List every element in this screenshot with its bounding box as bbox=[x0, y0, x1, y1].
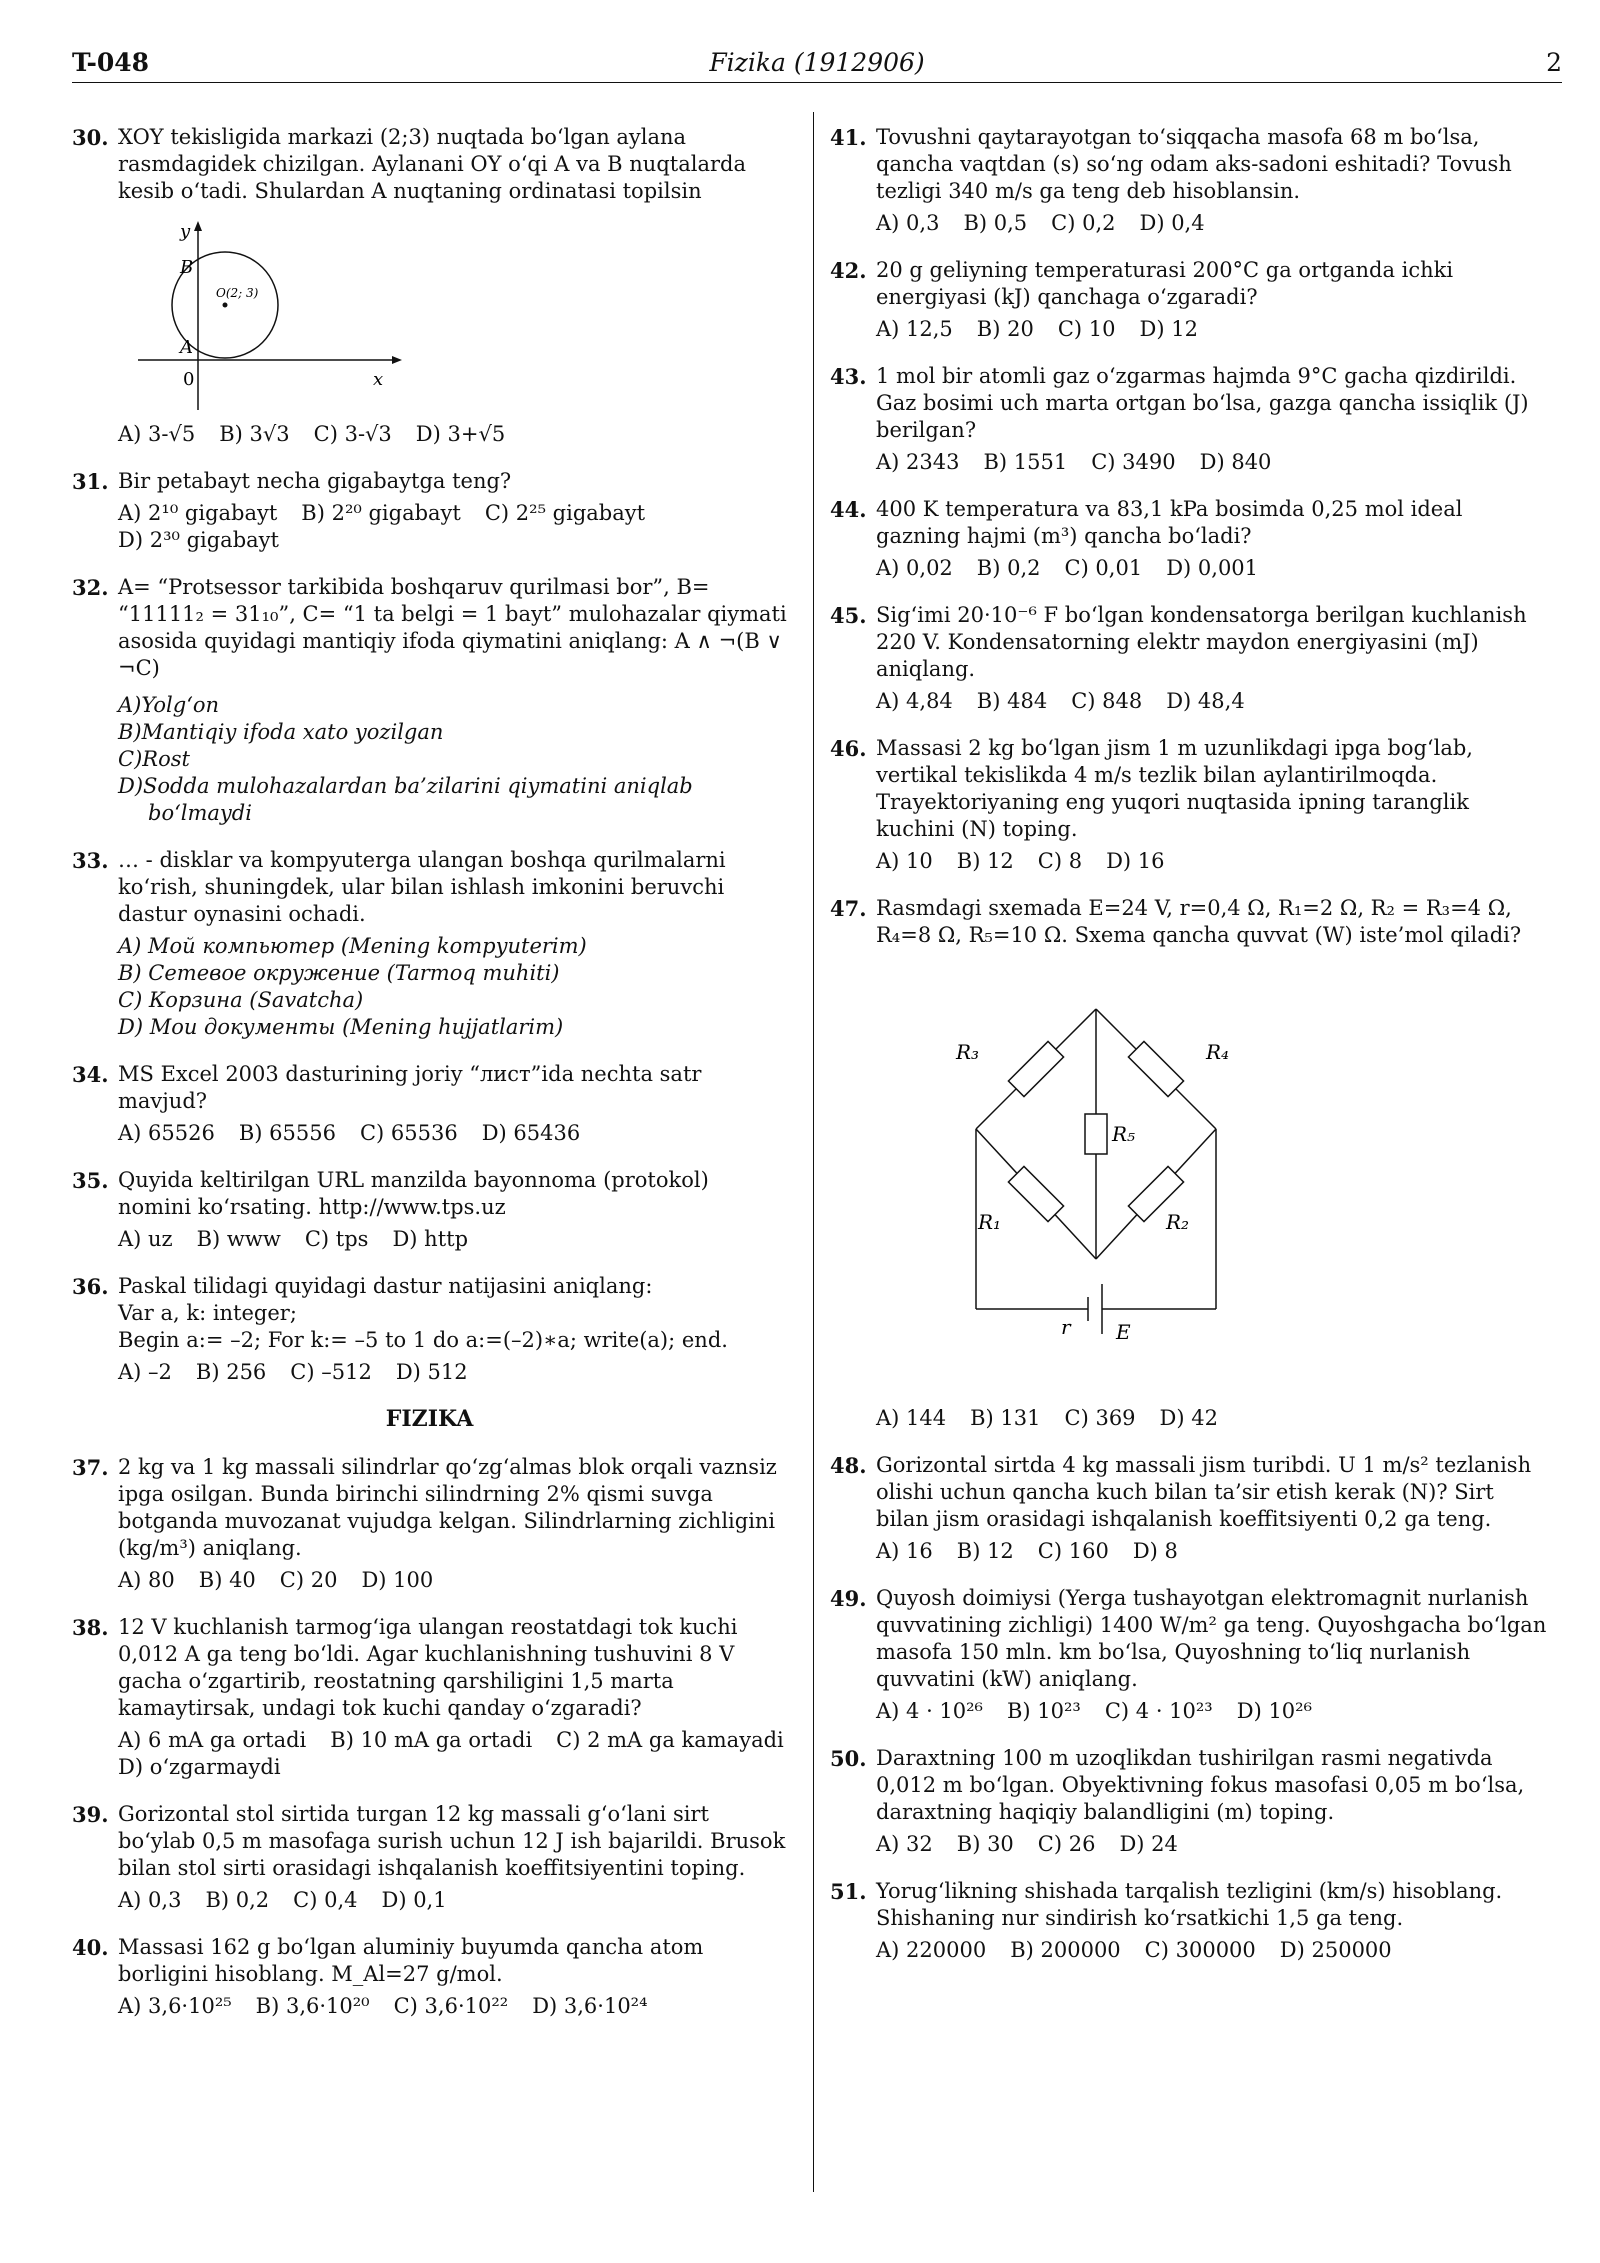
option-c: C) 8 bbox=[1037, 849, 1083, 873]
question-number: 39. bbox=[72, 1802, 109, 1827]
option-b: B) 40 bbox=[198, 1568, 256, 1592]
code-line: Var a, k: integer; bbox=[118, 1301, 297, 1325]
question-text: MS Excel 2003 dasturining joriy “лист”ida nechta satr mavjud? bbox=[118, 1062, 702, 1113]
option-b: B)Mantiqiy ifoda xato yozilgan bbox=[118, 720, 444, 744]
option-c: C) 369 bbox=[1064, 1406, 1136, 1430]
option-c: C) 20 bbox=[279, 1568, 338, 1592]
question-number: 40. bbox=[72, 1935, 109, 1960]
origin-label: 0 bbox=[183, 369, 195, 390]
label-r4: R₄ bbox=[1206, 1040, 1230, 1064]
option-d: D) 48,4 bbox=[1166, 689, 1245, 713]
resistor-r3 bbox=[1008, 1041, 1063, 1096]
x-axis-label: x bbox=[373, 369, 384, 390]
option-d: D) 24 bbox=[1119, 1832, 1178, 1856]
answer-options bbox=[876, 449, 1550, 476]
answer-options bbox=[876, 1405, 1550, 1432]
question-number: 41. bbox=[830, 125, 867, 150]
left-column bbox=[72, 124, 787, 2040]
option-a: A) 144 bbox=[876, 1406, 947, 1430]
label-r5: R₅ bbox=[1112, 1122, 1136, 1146]
option-b: B) 10 mA ga ortadi bbox=[330, 1728, 533, 1752]
resistor-r4 bbox=[1128, 1041, 1183, 1096]
option-d: D) 250000 bbox=[1279, 1938, 1392, 1962]
question-33 bbox=[72, 847, 787, 1041]
label-r1: R₁ bbox=[978, 1210, 1002, 1234]
question-34 bbox=[72, 1061, 787, 1147]
answer-options bbox=[118, 1887, 787, 1914]
answer-options bbox=[118, 1226, 787, 1253]
option-c: C) 0,01 bbox=[1064, 556, 1143, 580]
question-30 bbox=[72, 124, 787, 448]
question-48 bbox=[830, 1452, 1550, 1565]
question-text: Bir petabayt necha gigabaytga teng? bbox=[118, 469, 512, 493]
test-code: T-048 bbox=[72, 48, 150, 77]
circle-figure bbox=[118, 215, 418, 415]
option-d: D) 10²⁶ bbox=[1236, 1699, 1312, 1723]
question-number: 33. bbox=[72, 848, 109, 873]
question-number: 38. bbox=[72, 1615, 109, 1640]
label-r2: R₂ bbox=[1166, 1210, 1190, 1234]
question-31 bbox=[72, 468, 787, 554]
option-d: D) o‘zgarmaydi bbox=[118, 1755, 281, 1779]
option-c: C) 0,2 bbox=[1051, 211, 1116, 235]
option-c: C) –512 bbox=[290, 1360, 372, 1384]
page-header bbox=[72, 44, 1562, 83]
option-a: A) 16 bbox=[876, 1539, 933, 1563]
question-number: 48. bbox=[830, 1453, 867, 1478]
question-text: Paskal tilidagi quyidagi dastur natijasini aniqlang: bbox=[118, 1274, 653, 1298]
question-text: 20 g geliyning temperaturasi 200°C ga ortganda ichki energiyasi (kJ) qanchaga o‘zgaradi? bbox=[876, 258, 1454, 309]
question-number: 31. bbox=[72, 469, 109, 494]
code-line: Begin a:= –2; For k:= –5 to 1 do a:=(–2)∗a; write(a); end. bbox=[118, 1328, 728, 1352]
resistor-r1 bbox=[1008, 1166, 1063, 1221]
y-axis-label: y bbox=[180, 221, 191, 242]
option-c: C) 0,4 bbox=[293, 1888, 358, 1912]
option-d: D) 512 bbox=[395, 1360, 468, 1384]
answer-options bbox=[118, 421, 787, 448]
option-b: B) 10²³ bbox=[1006, 1699, 1081, 1723]
answer-options bbox=[118, 1567, 787, 1594]
option-b: B) 0,5 bbox=[963, 211, 1028, 235]
option-a: A)Yolg‘on bbox=[118, 693, 220, 717]
option-b: B) Сетевое окружение (Tarmoq muhiti) bbox=[118, 961, 560, 985]
option-d: D) 3+√5 bbox=[415, 422, 506, 446]
question-45 bbox=[830, 602, 1550, 715]
question-43 bbox=[830, 363, 1550, 476]
option-b: B) 2²⁰ gigabayt bbox=[301, 501, 461, 525]
option-d: D) 100 bbox=[361, 1568, 434, 1592]
question-number: 43. bbox=[830, 364, 867, 389]
question-number: 32. bbox=[72, 575, 109, 600]
option-a: A) uz bbox=[118, 1227, 173, 1251]
right-column bbox=[830, 124, 1550, 1984]
option-b: B) 3,6·10²⁰ bbox=[255, 1994, 370, 2018]
question-50 bbox=[830, 1745, 1550, 1858]
option-b: B) 200000 bbox=[1010, 1938, 1121, 1962]
option-d: D) 8 bbox=[1132, 1539, 1178, 1563]
option-a: A) 2¹⁰ gigabayt bbox=[118, 501, 278, 525]
question-text: Tovushni qaytarayotgan to‘siqqacha masofa 68 m bo‘lsa, qancha vaqtdan (s) so‘ng odam aks-sadoni eshitadi? Tovush tezligi 340 m/s ga teng deb hisoblansin. bbox=[876, 125, 1512, 203]
option-c: C) 300000 bbox=[1144, 1938, 1256, 1962]
question-number: 36. bbox=[72, 1274, 109, 1299]
answer-options bbox=[876, 316, 1550, 343]
option-c: C) 65536 bbox=[359, 1121, 458, 1145]
label-r: r bbox=[1061, 1315, 1071, 1339]
answer-options bbox=[876, 1698, 1550, 1725]
question-text: 12 V kuchlanish tarmog‘iga ulangan reostatdagi tok kuchi 0,012 A ga teng bo‘ldi. Agar kuchlanishning tushuvini 8 V gacha o‘zgartirib, reostatning qarshiligini 1,5 marta kamaytirsak, undagi tok kuchi qanday o‘zgaradi? bbox=[118, 1615, 738, 1720]
option-a: A) 0,3 bbox=[876, 211, 940, 235]
option-d: D) 12 bbox=[1139, 317, 1198, 341]
question-44 bbox=[830, 496, 1550, 582]
option-c: C) 3,6·10²² bbox=[393, 1994, 509, 2018]
option-a: A) 0,02 bbox=[876, 556, 953, 580]
circuit-diagram bbox=[896, 979, 1456, 1399]
question-number: 49. bbox=[830, 1586, 867, 1611]
question-number: 45. bbox=[830, 603, 867, 628]
option-a: A) 0,3 bbox=[118, 1888, 182, 1912]
question-49 bbox=[830, 1585, 1550, 1725]
question-text: Quyida keltirilgan URL manzilda bayonnoma (protokol) nomini ko‘rsating. http://www.tps.uz bbox=[118, 1168, 709, 1219]
x-axis-arrow bbox=[392, 356, 402, 364]
option-d: D) 2³⁰ gigabayt bbox=[118, 528, 279, 552]
option-b: B) 256 bbox=[195, 1360, 267, 1384]
center-point bbox=[223, 303, 228, 308]
question-text: Gorizontal stol sirtida turgan 12 kg massali g‘o‘lani sirt bo‘ylab 0,5 m masofaga surish uchun 12 J ish bajarildi. Brusok bilan stol sirti orasidagi ishqalanish koeffitsiyentini toping. bbox=[118, 1802, 786, 1880]
answer-options bbox=[876, 1538, 1550, 1565]
question-number: 34. bbox=[72, 1062, 109, 1087]
answer-options bbox=[876, 1831, 1550, 1858]
question-text: Gorizontal sirtda 4 kg massali jism turibdi. U 1 m/s² tezlanish olishi uchun qancha kuch bilan ta’sir etish kerak (N)? Sirt bilan jism orasidagi ishqalanish koeffitsiyenti 0,2 ga teng. bbox=[876, 1453, 1532, 1531]
answer-options bbox=[876, 848, 1550, 875]
option-d: D) 0,1 bbox=[381, 1888, 447, 1912]
answer-options bbox=[876, 688, 1550, 715]
question-number: 46. bbox=[830, 736, 867, 761]
question-47 bbox=[830, 895, 1550, 1432]
question-36 bbox=[72, 1273, 787, 1386]
option-d: D) Мои документы (Mening hujjatlarim) bbox=[118, 1015, 564, 1039]
question-text: … - disklar va kompyuterga ulangan boshqa qurilmalarni ko‘rish, shuningdek, ular bilan ishlash imkonini beruvchi dastur oynasini ochadi. bbox=[118, 848, 726, 926]
question-38 bbox=[72, 1614, 787, 1781]
answer-options bbox=[876, 1937, 1550, 1964]
question-35 bbox=[72, 1167, 787, 1253]
option-c: C) tps bbox=[304, 1227, 369, 1251]
question-number: 50. bbox=[830, 1746, 867, 1771]
question-text: Rasmdagi sxemada E=24 V, r=0,4 Ω, R₁=2 Ω, R₂ = R₃=4 Ω, R₄=8 Ω, R₅=10 Ω. Sxema qancha quvvat (W) iste’mol qiladi? bbox=[876, 896, 1522, 947]
option-b: B) 12 bbox=[956, 1539, 1014, 1563]
question-41 bbox=[830, 124, 1550, 237]
question-number: 30. bbox=[72, 125, 109, 150]
question-42 bbox=[830, 257, 1550, 343]
answer-options bbox=[118, 933, 787, 1041]
answer-options bbox=[118, 692, 787, 827]
option-a: A) 3,6·10²⁵ bbox=[118, 1994, 232, 2018]
question-32 bbox=[72, 574, 787, 827]
option-b: B) 3√3 bbox=[219, 422, 290, 446]
option-b: B) 30 bbox=[956, 1832, 1014, 1856]
option-d: D) 0,001 bbox=[1166, 556, 1259, 580]
y-axis-arrow bbox=[194, 221, 202, 231]
option-c: C) 10 bbox=[1057, 317, 1116, 341]
section-title: FIZIKA bbox=[385, 1406, 474, 1432]
option-b: B) 0,2 bbox=[976, 556, 1041, 580]
option-c: C) 3-√3 bbox=[313, 422, 392, 446]
option-a: A) 4,84 bbox=[876, 689, 953, 713]
option-c: C) 2 mA ga kamayadi bbox=[556, 1728, 784, 1752]
option-d: D) 16 bbox=[1106, 849, 1165, 873]
question-text: XOY tekisligida markazi (2;3) nuqtada bo‘lgan aylana rasmdagidek chizilgan. Aylanani OY o‘qi A va B nuqtalarda kesib o‘tadi. Shulardan A nuqtaning ordinatasi topilsin bbox=[118, 125, 746, 203]
option-b: B) 20 bbox=[976, 317, 1034, 341]
option-c: C) Корзина (Savatcha) bbox=[118, 988, 364, 1012]
option-c: C) 26 bbox=[1037, 1832, 1096, 1856]
option-c: C) 2²⁵ gigabayt bbox=[484, 501, 646, 525]
option-b: B) 484 bbox=[976, 689, 1048, 713]
question-text: Yorug‘likning shishada tarqalish tezligini (km/s) hisoblang. Shishaning nur sindirish ko‘rsatkichi 1,5 ga teng. bbox=[876, 1879, 1503, 1930]
question-46 bbox=[830, 735, 1550, 875]
answer-options bbox=[118, 1727, 787, 1781]
column-divider bbox=[813, 112, 814, 2192]
question-text: Daraxtning 100 m uzoqlikdan tushirilgan rasmi negativda 0,012 m bo‘lgan. Obyektivning fokus masofasi 0,05 m bo‘lsa, daraxtning haqiqiy balandligini (m) toping. bbox=[876, 1746, 1525, 1824]
option-d: D) 840 bbox=[1199, 450, 1272, 474]
question-text: Quyosh doimiysi (Yerga tushayotgan elektromagnit nurlanish quvvatining zichligi) 1400 W/m² ga teng. Quyoshgacha bo‘lgan masofa 150 mln. km bo‘lsa, Quyoshning to‘liq nurlanish quvvatini (kW) aniqlang. bbox=[876, 1586, 1547, 1691]
question-number: 47. bbox=[830, 896, 867, 921]
point-b-label: B bbox=[180, 257, 194, 278]
question-text: Massasi 162 g bo‘lgan aluminiy buyumda qancha atom borligini hisoblang. M_Al=27 g/mol. bbox=[118, 1935, 704, 1986]
option-d: D) 42 bbox=[1159, 1406, 1218, 1430]
question-text: 1 mol bir atomli gaz o‘zgarmas hajmda 9°C gacha qizdirildi. Gaz bosimi uch marta ortgan bo‘lsa, gazga qancha issiqlik (J) berilgan? bbox=[876, 364, 1529, 442]
option-d: D)Sodda mulohazalardan ba’zilarini qiymatini aniqlab bo‘lmaydi bbox=[118, 774, 693, 825]
option-b: B) 65556 bbox=[238, 1121, 336, 1145]
subject-title: Fizika (1912906) bbox=[709, 48, 925, 77]
answer-options bbox=[118, 1993, 787, 2020]
question-text: Massasi 2 kg bo‘lgan jism 1 m uzunlikdagi ipga bog‘lab, vertikal tekislikda 4 m/s tezlik bilan aylantirilmoqda. Trayektoriyaning eng yuqori nuqtasida ipning taranglik kuchini (N) toping. bbox=[876, 736, 1473, 841]
option-a: A) –2 bbox=[118, 1360, 172, 1384]
option-c: C)Rost bbox=[118, 747, 190, 771]
option-a: A) 4 · 10²⁶ bbox=[876, 1699, 983, 1723]
label-r3: R₃ bbox=[956, 1040, 980, 1064]
label-e: E bbox=[1116, 1320, 1131, 1344]
option-a: A) 80 bbox=[118, 1568, 175, 1592]
question-number: 35. bbox=[72, 1168, 109, 1193]
question-51 bbox=[830, 1878, 1550, 1964]
resistor-r5 bbox=[1085, 1114, 1107, 1154]
option-c: C) 848 bbox=[1071, 689, 1143, 713]
option-c: C) 4 · 10²³ bbox=[1104, 1699, 1213, 1723]
option-a: A) 10 bbox=[876, 849, 933, 873]
option-a: A) 65526 bbox=[118, 1121, 215, 1145]
option-c: C) 3490 bbox=[1091, 450, 1176, 474]
option-d: D) 3,6·10²⁴ bbox=[532, 1994, 648, 2018]
option-b: B) 1551 bbox=[983, 450, 1068, 474]
point-a-label: A bbox=[180, 337, 193, 358]
option-a: A) 2343 bbox=[876, 450, 960, 474]
option-d: D) 0,4 bbox=[1139, 211, 1205, 235]
option-a: A) 220000 bbox=[876, 1938, 987, 1962]
question-number: 42. bbox=[830, 258, 867, 283]
option-b: B) 0,2 bbox=[205, 1888, 270, 1912]
question-text: 400 K temperatura va 83,1 kPa bosimda 0,25 mol ideal gazning hajmi (m³) qancha bo‘ladi? bbox=[876, 497, 1463, 548]
option-c: C) 160 bbox=[1037, 1539, 1109, 1563]
question-number: 37. bbox=[72, 1455, 109, 1480]
option-a: A) Мой компьютер (Mening kompyuterim) bbox=[118, 934, 587, 958]
question-text: Sig‘imi 20·10⁻⁶ F bo‘lgan kondensatorga berilgan kuchlanish 220 V. Kondensatorning elektr maydon energiyasini (mJ) aniqlang. bbox=[876, 603, 1527, 681]
question-37 bbox=[72, 1454, 787, 1594]
answer-options bbox=[118, 1120, 787, 1147]
answer-options bbox=[876, 555, 1550, 582]
question-number: 51. bbox=[830, 1879, 867, 1904]
question-40 bbox=[72, 1934, 787, 2020]
question-39 bbox=[72, 1801, 787, 1914]
option-a: A) 32 bbox=[876, 1832, 933, 1856]
page-number: 2 bbox=[1546, 48, 1562, 77]
answer-options bbox=[118, 500, 787, 554]
question-text: 2 kg va 1 kg massali silindrlar qo‘zg‘almas blok orqali vaznsiz ipga osilgan. Bunda birinchi silindrning 2% qismi suvga botganda muvozanat vujudga kelgan. Silindrlarning zichligini (kg/m³) aniqlang. bbox=[118, 1455, 777, 1560]
center-label: O(2; 3) bbox=[216, 286, 259, 300]
option-a: A) 6 mA ga ortadi bbox=[118, 1728, 307, 1752]
answer-options bbox=[876, 210, 1550, 237]
option-a: A) 12,5 bbox=[876, 317, 953, 341]
option-b: B) www bbox=[196, 1227, 281, 1251]
option-d: D) 65436 bbox=[481, 1121, 581, 1145]
option-b: B) 12 bbox=[956, 849, 1014, 873]
answer-options bbox=[118, 1359, 787, 1386]
option-a: A) 3-√5 bbox=[118, 422, 196, 446]
question-text: A= “Protsessor tarkibida boshqaruv qurilmasi bor”, B= “11111₂ = 31₁₀”, C= “1 ta belgi = 1 bayt” mulohazalar qiymati asosida quyidagi mantiqiy ifoda qiymatini aniqlang: A ∧ ¬(B ∨ ¬C) bbox=[118, 575, 787, 680]
option-d: D) http bbox=[392, 1227, 469, 1251]
option-b: B) 131 bbox=[970, 1406, 1041, 1430]
question-number: 44. bbox=[830, 497, 867, 522]
